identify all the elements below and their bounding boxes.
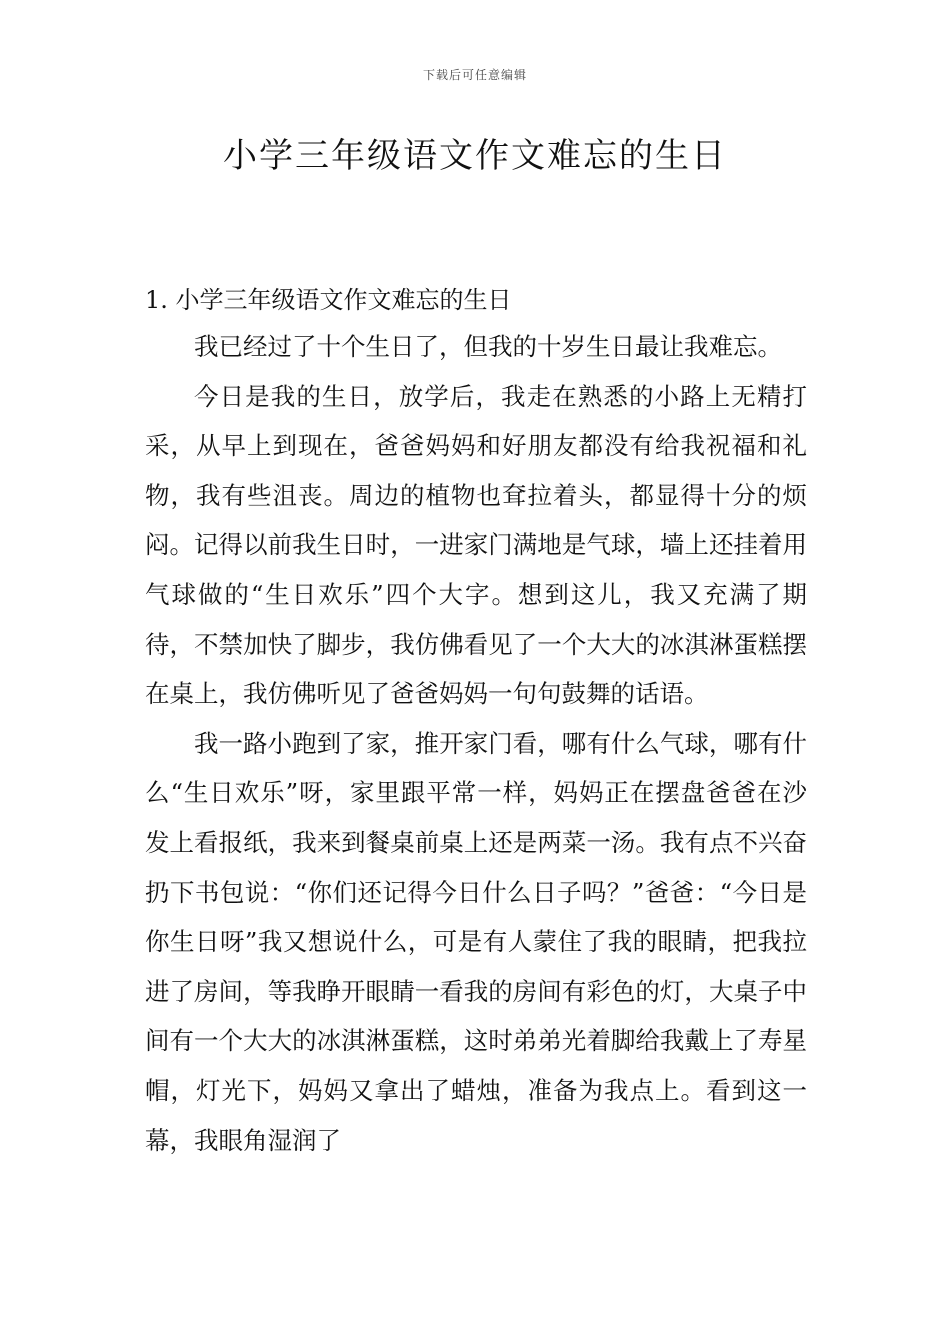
paragraph-intro: 我已经过了十个生日了，但我的十岁生日最让我难忘。 — [194, 332, 782, 361]
page-header-note: 下载后可任意编辑 — [422, 68, 527, 82]
section-heading: 1. 小学三年级语文作文难忘的生日 — [145, 286, 512, 314]
document-title: 小学三年级语文作文难忘的生日 — [223, 136, 727, 176]
document-body — [145, 282, 807, 1165]
paragraph-walk-home: 今日是我的生日，放学后，我走在熟悉的小路上无精打采，从早上到现在，爸爸妈妈和好朋友都没有给我祝福和礼物，我有些沮丧。周边的植物也耷拉着头，都显得十分的烦闷。记得以前我生日时，一进家门满地是气球，墙上还挂着用气球做的“生日欢乐”四个大字。想到这儿，我又充满了期待，不禁加快了脚步，我仿佛看见了一个大大的冰淇淋蛋糕摆在桌上，我仿佛听见了爸爸妈妈一句句鼓舞的话语。 — [145, 381, 807, 709]
paragraph-surprise: 我一路小跑到了家，推开家门看，哪有什么气球，哪有什么“生日欢乐”呀，家里跟平常一样，妈妈正在摆盘爸爸在沙发上看报纸，我来到餐桌前桌上还是两菜一汤。我有点不兴奋扔下书包说：“你们还记得今日什么日子吗？”爸爸：“今日是你生日呀”我又想说什么，可是有人蒙住了我的眼睛，把我拉进了房间，等我睁开眼睛一看我的房间有彩色的灯，大桌子中间有一个大大的冰淇淋蛋糕，这时弟弟光着脚给我戴上了寿星帽，灯光下，妈妈又拿出了蜡烛，准备为我点上。看到这一幕，我眼角湿润了 — [145, 728, 807, 1155]
